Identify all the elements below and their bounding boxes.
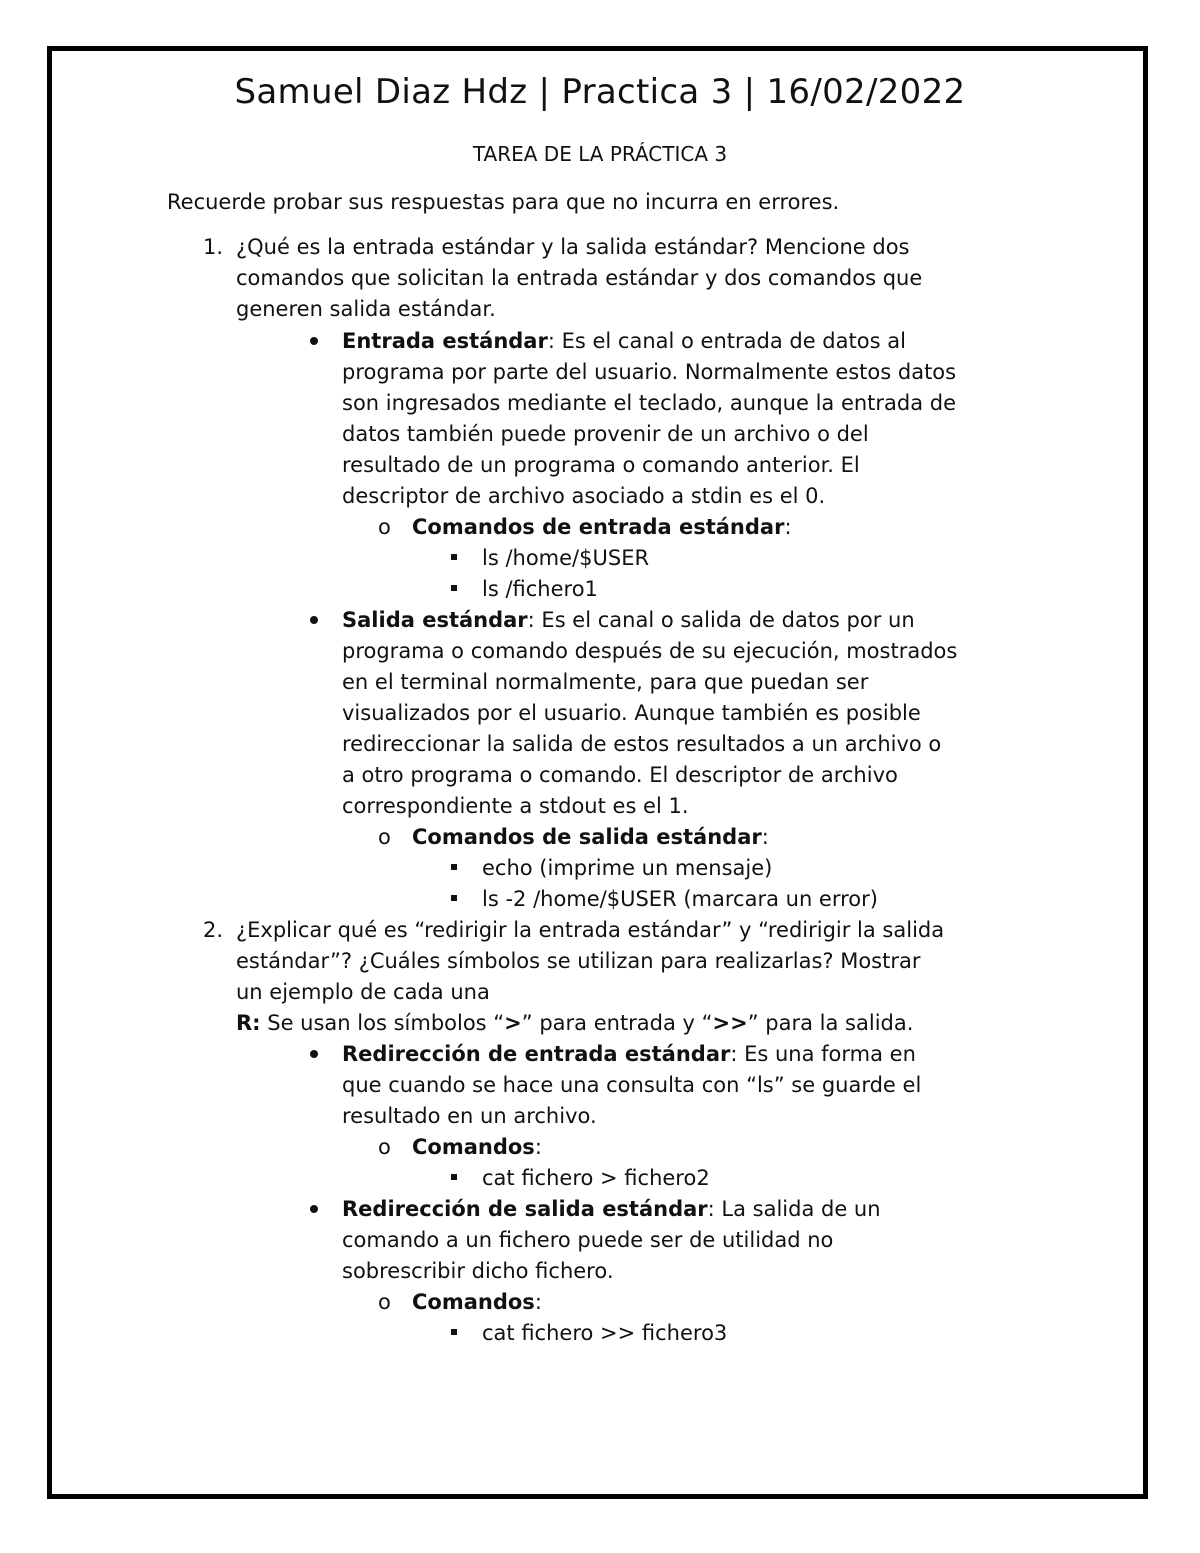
salida-line: en el terminal normalmente, para que puedan ser [342,670,869,694]
salida-command: ls -2 /home/$USER (marcara un error) [482,887,878,911]
salida-definition [342,605,915,635]
entrada-definition [342,326,906,356]
redir-entrada-line: resultado en un archivo. [342,1104,597,1128]
document-title: Samuel Diaz Hdz | Practica 3 | 16/02/2022 [234,72,966,112]
entrada-commands-colon: : [784,515,792,539]
salida-line: programa o comando después de su ejecución, mostrados [342,639,958,663]
redir-salida-line: comando a un fichero puede ser de utilidad no [342,1228,834,1252]
salida-term: Salida estándar [342,608,528,632]
redir-salida-term: Redirección de salida estándar [342,1197,708,1221]
redir-salida-commands-colon: : [534,1290,542,1314]
entrada-line: son ingresados mediante el teclado, aunque la entrada de [342,391,957,415]
intro-text: Recuerde probar sus respuestas para que no incurra en errores. [167,190,840,214]
salida-command: echo (imprime un mensaje) [482,856,773,880]
salida-commands-label: Comandos de salida estándar [412,825,762,849]
circle-bullet-icon: o [378,1290,391,1314]
circle-bullet-icon: o [378,515,391,539]
salida-commands-heading [412,822,769,852]
redir-entrada-commands-heading [412,1132,542,1162]
square-bullet-icon [451,864,457,870]
redir-entrada-definition [342,1039,916,1069]
square-bullet-icon [451,585,457,591]
salida-line: correspondiente a stdout es el 1. [342,794,689,818]
redir-salida-commands-heading [412,1287,542,1317]
entrada-line: datos también puede provenir de un archivo o del [342,422,869,446]
answer-line [236,1008,913,1038]
redir-entrada-command: cat fichero > fichero2 [482,1166,710,1190]
entrada-line: resultado de un programa o comando anterior. El [342,453,860,477]
question-2-line: estándar”? ¿Cuáles símbolos se utilizan para realizarlas? Mostrar [236,949,921,973]
square-bullet-icon [451,1174,457,1180]
salida-commands-colon: : [761,825,769,849]
answer-text: ” para entrada y “ [521,1011,713,1035]
question-1-line: ¿Qué es la entrada estándar y la salida estándar? Mencione dos [236,235,910,259]
document-subtitle: TAREA DE LA PRÁCTICA 3 [472,142,728,166]
entrada-commands-heading [412,512,792,542]
question-1-line: generen salida estándar. [236,297,496,321]
entrada-line: programa por parte del usuario. Normalmente estos datos [342,360,957,384]
square-bullet-icon [451,895,457,901]
question-2-line: un ejemplo de cada una [236,980,490,1004]
entrada-command: ls /home/$USER [482,546,650,570]
salida-line: redireccionar la salida de estos resultados a un archivo o [342,732,942,756]
salida-line: a otro programa o comando. El descriptor de archivo [342,763,898,787]
answer-text: Se usan los símbolos “ [260,1011,505,1035]
circle-bullet-icon: o [378,825,391,849]
redir-salida-command: cat fichero >> fichero3 [482,1321,728,1345]
redir-entrada-line: que cuando se hace una consulta con “ls” se guarde el [342,1073,922,1097]
bullet-dot-icon [310,1205,318,1213]
entrada-commands-label: Comandos de entrada estándar [412,515,785,539]
question-1-line: comandos que solicitan la entrada estándar y dos comandos que [236,266,923,290]
answer-label: R: [236,1011,261,1035]
answer-text: ” para la salida. [747,1011,914,1035]
redir-entrada-commands-colon: : [534,1135,542,1159]
redir-entrada-term: Redirección de entrada estándar [342,1042,731,1066]
entrada-line: descriptor de archivo asociado a stdin es el 0. [342,484,826,508]
question-2-number: 2. [203,918,224,942]
redir-salida-definition [342,1194,881,1224]
entrada-command: ls /fichero1 [482,577,598,601]
square-bullet-icon [451,1329,457,1335]
question-2-line: ¿Explicar qué es “redirigir la entrada estándar” y “redirigir la salida [236,918,945,942]
redir-salida-commands-label: Comandos [412,1290,535,1314]
answer-symbol-input: > [504,1011,522,1035]
salida-first-line: : Es el canal o salida de datos por un [527,608,915,632]
redir-salida-first-line: : La salida de un [707,1197,881,1221]
question-1-number: 1. [203,235,224,259]
salida-line: visualizados por el usuario. Aunque también es posible [342,701,921,725]
bullet-dot-icon [310,1050,318,1058]
redir-entrada-first-line: : Es una forma en [730,1042,916,1066]
bullet-dot-icon [310,616,318,624]
entrada-first-line: : Es el canal o entrada de datos al [547,329,906,353]
entrada-term: Entrada estándar [342,329,548,353]
circle-bullet-icon: o [378,1135,391,1159]
redir-entrada-commands-label: Comandos [412,1135,535,1159]
redir-salida-line: sobrescribir dicho fichero. [342,1259,614,1283]
square-bullet-icon [451,554,457,560]
bullet-dot-icon [310,337,318,345]
answer-symbol-output: >> [712,1011,748,1035]
